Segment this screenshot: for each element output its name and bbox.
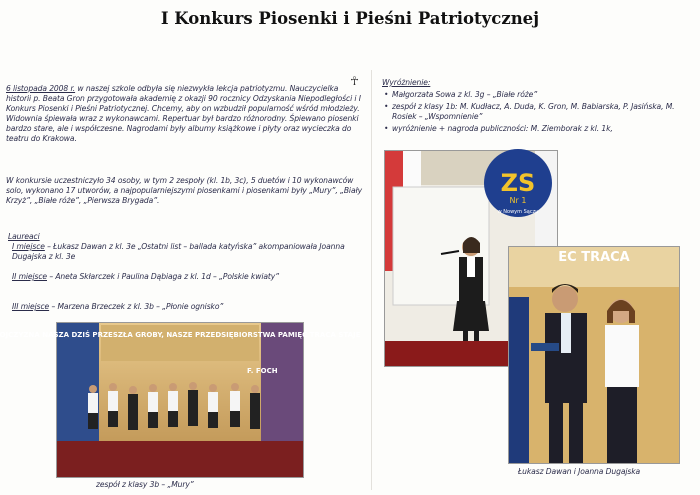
group-photo	[0, 322, 361, 478]
distinctions-block	[382, 78, 694, 136]
curtain	[509, 297, 529, 463]
list-item: • wyróżnienie + nagroda publiczności: M. Ziemborak z kl. 1k,	[392, 124, 694, 134]
banner-text: EC TRACA	[558, 250, 630, 265]
stage-floor	[57, 441, 303, 477]
distinctions-heading: Wyróżnienie:	[382, 78, 431, 87]
event-date: 6 listopada 2008 r.	[6, 84, 76, 93]
award-folder	[531, 343, 559, 351]
award-text: – Aneta Skłarczek i Paulina Dąbiaga z kl. 1d – „Polskie kwiaty”	[47, 272, 280, 281]
spiral-doodle-icon: ☥	[350, 74, 359, 88]
award-third-place	[12, 302, 362, 312]
award-label: II miejsce	[12, 272, 47, 281]
intro-text: w naszej szkole odbyła się niezwykła lekcja patriotyzmu. Nauczycielka historii p. Beata Gron przygotowała akademię z okazji 90 rocznicy Odzyskania Niepodległości i I Konkurs Piosenki i Pieśni Patriotycznej. Chcemy, aby on wzbudził popularność wśród młodzieży. Widownia śpiewała wraz z wykonawcami. Repertuar był bardzo różnorodny. Śpiewano piosenki bardzo stare, ale i współczesne. Nagrodami były albumy książkowe i płyty oraz wycieczka do teatru do Krakowa.	[6, 84, 361, 143]
award-label: III miejsce	[12, 302, 50, 311]
award-label: I miejsce	[12, 242, 45, 251]
banner-slogan: OJCZYZNA NASZA DZIŚ PRZESZŁA GROBY, NASZE PRZEDSIĘBIORSTWA PAMIĘĆ TRACA STAJE	[0, 331, 361, 339]
intro-paragraph	[6, 84, 362, 144]
award-second-place	[12, 272, 362, 282]
page-fold	[371, 70, 372, 490]
group-photo-caption: zespół z klasy 3b – „Mury”	[96, 480, 194, 489]
group-photo-image	[0, 323, 361, 477]
logo-main-text: ZS	[500, 169, 536, 197]
award-first-place	[12, 242, 362, 262]
logo-sub-text: Nr 1	[509, 196, 527, 205]
list-item: • zespół z klasy 1b: M. Kudłacz, A. Duda, K. Gron, M. Babiarska, P. Jasińska, M. Rosiek – „Wspomnienie”	[392, 102, 694, 122]
performers	[88, 382, 260, 430]
contest-summary: W konkursie uczestniczyło 34 osoby, w tym 2 zespoły (kl. 1b, 3c), 5 duetów i 10 wykonawców solo, wykonano 17 utworów, a najpopularniejszymi piosenkami i piosenkami były „Mury”, „Biały Krzyż”, „Białe róże”, „Pierwsza Brygada”.	[6, 176, 362, 205]
pair-photo-image	[509, 247, 679, 463]
pair-photo	[508, 246, 680, 464]
page-title: I Konkurs Piosenki i Pieśni Patriotycznej	[160, 9, 540, 28]
banner-signature: F. FOCH	[247, 367, 278, 375]
curtain-right	[261, 323, 303, 443]
award-text: – Marzena Brzeczek z kl. 3b – „Płonie ognisko”	[49, 302, 224, 311]
list-item: • Małgorzata Sowa z kl. 3g – „Białe róże”	[392, 90, 694, 100]
pair-photo-caption: Łukasz Dawan i Joanna Dugajska	[518, 467, 641, 476]
logo-ring-text: w Nowym Sączu	[497, 209, 539, 215]
award-text: – Łukasz Dawan z kl. 3e „Ostatni list – ballada katyńska” akompaniowała Joanna Dugajska z kl. 3e	[12, 242, 345, 261]
distinctions-list	[382, 90, 694, 134]
awards-heading: Laureaci	[8, 232, 40, 241]
